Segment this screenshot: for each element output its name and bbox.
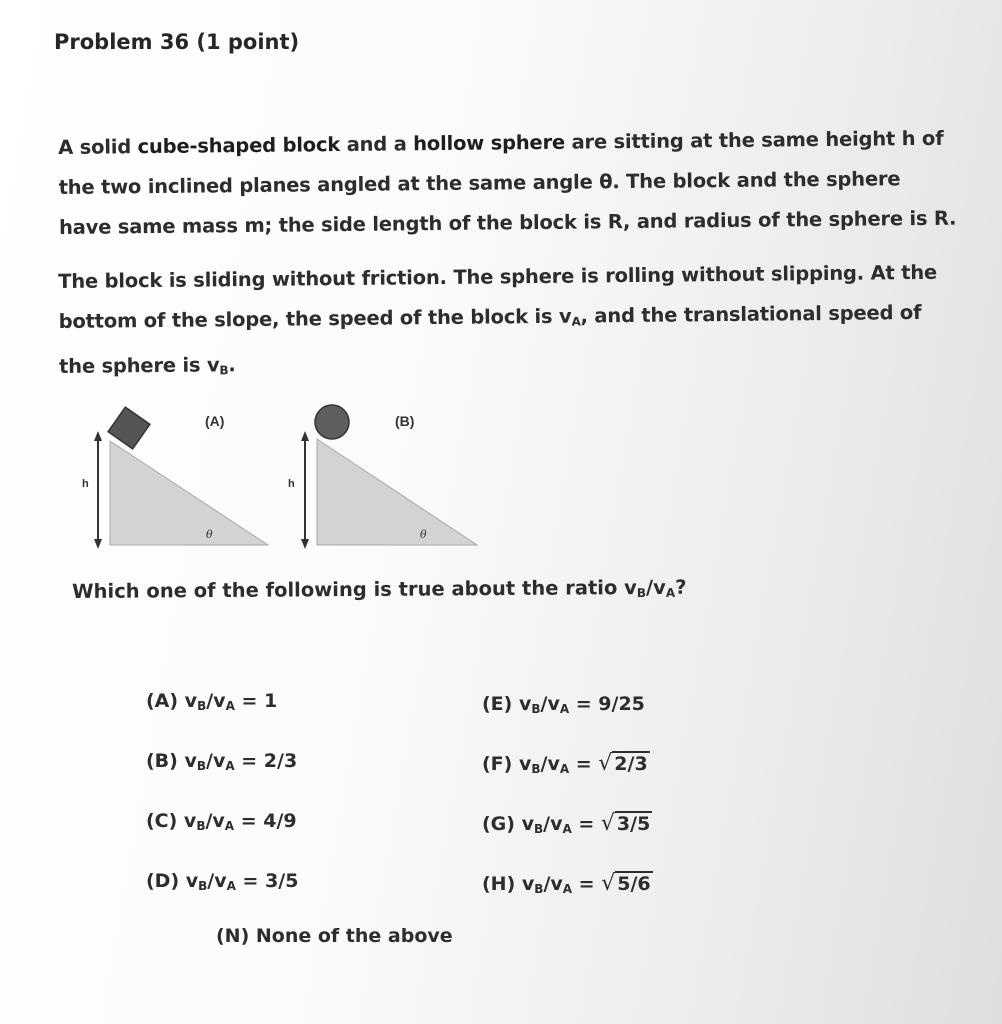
incline-plane-b xyxy=(317,439,477,545)
sqrt-sign-g: √ 3/5 xyxy=(600,811,651,836)
question-text: Which one of the following is true about the ratio $v_B/v_A$? xyxy=(72,575,687,603)
problem-paragraph-2 xyxy=(58,253,959,392)
theta-label-b: θ xyxy=(420,528,427,541)
incline-figure xyxy=(80,395,500,560)
option-h[interactable]: (H) $v_B/v_A$ = √ 5/6 xyxy=(482,871,651,896)
paragraph-2-line-1: The block is sliding without friction. The sphere is rolling without slipping. At the xyxy=(58,260,938,293)
hollow-sphere-term: hollow sphere xyxy=(413,130,566,156)
problem-paragraph-1 xyxy=(58,119,959,248)
option-d[interactable]: (D) $v_B/v_A = 3/5$ xyxy=(146,870,299,893)
diagram-a xyxy=(82,407,268,549)
diagram-a-label: (A) xyxy=(205,413,225,429)
paragraph-1-line-1: A solid cube-shaped block and a hollow sphere are sitting at the same height h of xyxy=(58,126,944,159)
paragraph-2-line-3: the sphere is $v_B$. xyxy=(58,353,236,378)
cube-block-term: cube-shaped block xyxy=(137,133,341,159)
option-e[interactable]: (E) $v_B/v_A = 9/25$ xyxy=(482,693,645,716)
diagram-b xyxy=(288,405,477,549)
paragraph-2-line-2: bottom of the slope, the speed of the block is $v_A$, and the translational speed of xyxy=(58,300,922,333)
option-n[interactable]: (N) None of the above xyxy=(216,925,453,947)
sqrt-sign-f: √ 2/3 xyxy=(598,751,648,776)
paragraph-1-line-2: the two inclined planes angled at the same angle θ. The block and the sphere xyxy=(58,167,901,199)
option-f[interactable]: (F) $v_B/v_A$ = √ 2/3 xyxy=(482,751,648,776)
option-g[interactable]: (G) $v_B/v_A$ = √ 3/5 xyxy=(482,811,651,836)
incline-plane-a xyxy=(110,441,268,545)
problem-title: Problem 36 (1 point) xyxy=(54,30,300,54)
cube-block xyxy=(108,407,150,449)
hollow-sphere xyxy=(315,405,349,439)
diagram-b-label: (B) xyxy=(395,413,415,429)
height-arrowhead-top-a xyxy=(94,431,102,441)
sqrt-sign-h: √ 5/6 xyxy=(601,871,651,896)
option-b[interactable]: (B) $v_B/v_A = 2/3$ xyxy=(146,750,298,773)
paragraph-1-line-3: have same mass m; the side length of the block is R, and radius of the sphere is R. xyxy=(58,206,957,239)
height-arrowhead-bottom-b xyxy=(301,539,309,549)
h-label-a: h xyxy=(82,478,89,490)
theta-label-a: θ xyxy=(206,528,213,541)
option-c[interactable]: (C) $v_B/v_A = 4/9$ xyxy=(146,810,297,833)
h-label-b: h xyxy=(288,478,295,490)
height-arrowhead-top-b xyxy=(301,431,309,441)
option-a[interactable]: (A) $v_B/v_A = 1$ xyxy=(146,690,278,713)
height-arrowhead-bottom-a xyxy=(94,539,102,549)
